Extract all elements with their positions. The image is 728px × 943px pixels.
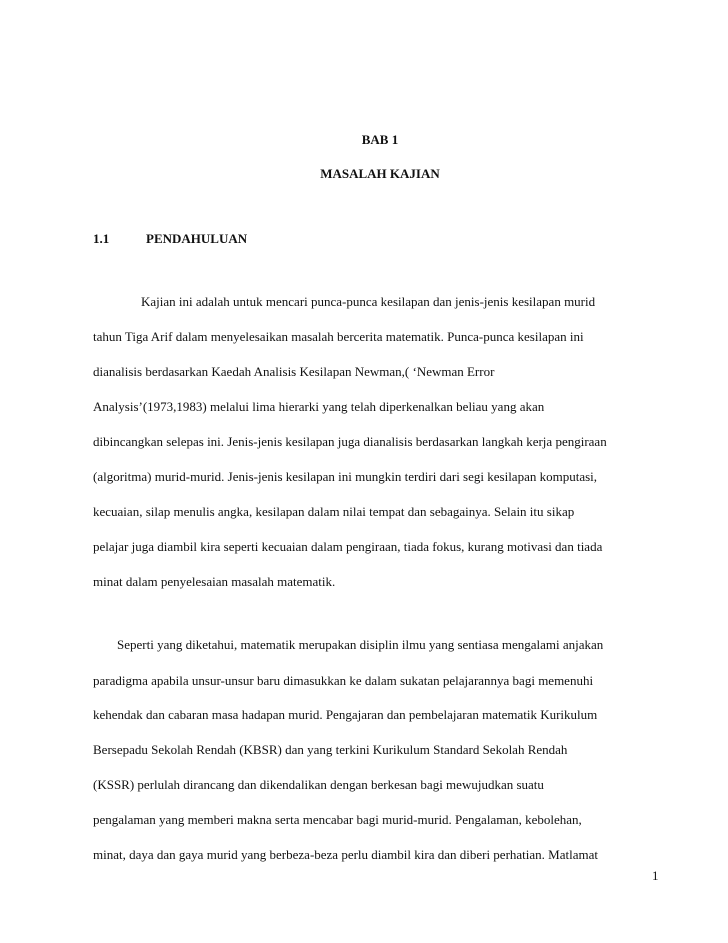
paragraph1-line: Kajian ini adalah untuk mencari punca-punca kesilapan dan jenis-jenis kesilapan murid [141, 294, 596, 309]
section-heading [93, 231, 247, 247]
paragraph2-line: minat, daya dan gaya murid yang berbeza-beza perlu diambil kira dan diberi perhatian. Matlamat [93, 847, 598, 862]
paragraph2-line: paradigma apabila unsur-unsur baru dimasukkan ke dalam sukatan pelajarannya bagi memenuhi [93, 673, 594, 688]
paragraph1-line: (algoritma) murid-murid. Jenis-jenis kesilapan ini mungkin terdiri dari segi kesilapan komputasi, [93, 469, 598, 484]
paragraph2-line: Seperti yang diketahui, matematik merupakan disiplin ilmu yang sentiasa mengalami anjakan [117, 637, 604, 652]
paragraph1-line: pelajar juga diambil kira seperti kecuaian dalam pengiraan, tiada fokus, kurang motivasi dan tiada [93, 539, 603, 554]
paragraph2-line: pengalaman yang memberi makna serta mencabar bagi murid-murid. Pengalaman, kebolehan, [93, 812, 582, 827]
section-number: 1.1 [93, 231, 110, 246]
paragraph2-line: Bersepadu Sekolah Rendah (KBSR) dan yang terkini Kurikulum Standard Sekolah Rendah [93, 742, 568, 757]
paragraph1-line: kecuaian, silap menulis angka, kesilapan dalam nilai tempat dan sebagainya. Selain itu sikap [93, 504, 575, 519]
paragraph1-line: tahun Tiga Arif dalam menyelesaikan masalah bercerita matematik. Punca-punca kesilapan ini [93, 329, 584, 344]
page-number: 1 [652, 868, 659, 883]
chapter-label: BAB 1 [361, 132, 399, 147]
paragraph2-line: kehendak dan cabaran masa hadapan murid. Pengajaran dan pembelajaran matematik Kurikulum [93, 707, 598, 722]
section-title: PENDAHULUAN [146, 231, 248, 246]
paragraph1-line: minat dalam penyelesaian masalah matematik. [93, 574, 336, 589]
paragraph1-line: Analysis’(1973,1983) melalui lima hierarki yang telah diperkenalkan beliau yang akan [93, 399, 545, 414]
paragraph1-line: dianalisis berdasarkan Kaedah Analisis Kesilapan Newman,( ‘Newman Error [93, 364, 495, 379]
paragraph1-line: dibincangkan selepas ini. Jenis-jenis kesilapan juga dianalisis berdasarkan langkah kerja pengiraan [93, 434, 607, 449]
paragraph2-line: (KSSR) perlulah dirancang dan dikendalikan dengan berkesan bagi mewujudkan suatu [93, 777, 544, 792]
chapter-title: MASALAH KAJIAN [320, 166, 440, 181]
